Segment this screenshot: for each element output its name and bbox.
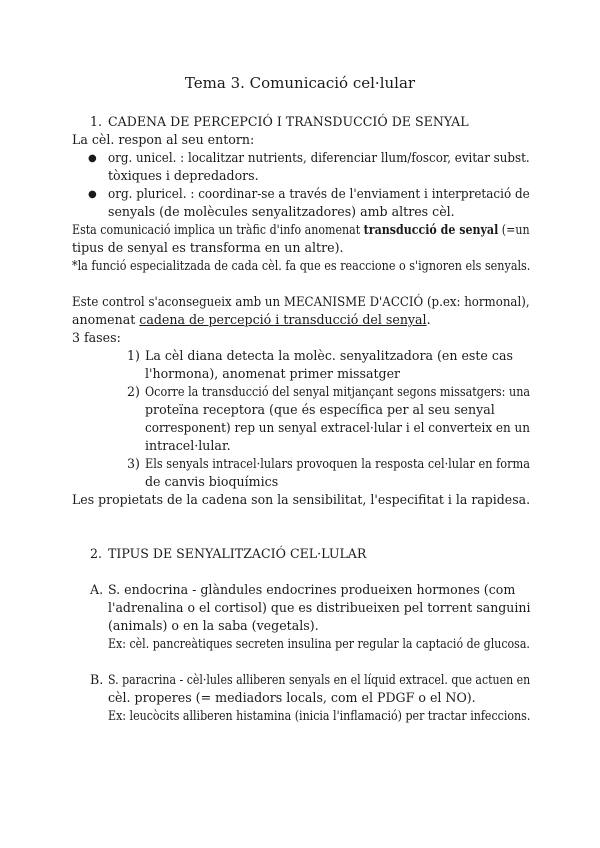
phase-1-number: 1) [127, 348, 140, 363]
section-1-number: 1. [90, 114, 103, 129]
phase-2-line-2: proteïna receptora (que és específica per al seu senyal [145, 402, 495, 417]
phase-1-line-2: l'hormona), anomenat primer missatger [145, 366, 401, 381]
phase-2-line-4: intracel·lular. [145, 438, 231, 453]
section-2-number: 2. [90, 546, 103, 561]
bullet-2-line-1: org. pluricel. : coordinar-se a través de l'enviament i interpretació de [108, 186, 530, 201]
bullet-1-line-2: tòxiques i depredadors. [108, 168, 259, 183]
underlined-term: cadena de percepció i transducció del senyal [139, 312, 427, 327]
phase-2-line-1: Ocorre la transducció del senyal mitjançant segons missatgers: una [145, 384, 531, 399]
item-a-line-4: Ex: cèl. pancreàtiques secreten insulina per regular la captació de glucosa. [108, 636, 530, 651]
comm-text-pre: Esta comunicació implica un tràfic d'info anomenat [72, 222, 364, 237]
control-text-pre: anomenat [72, 312, 140, 327]
intro-text: La cèl. respon al seu entorn: [72, 132, 255, 147]
control-paragraph-line-2 [72, 311, 431, 329]
phase-3-line-2: de canvis bioquímics [145, 474, 279, 489]
bullet-2-line-2: senyals (de molècules senyalitzadores) amb altres cèl. [108, 204, 455, 219]
page-title: Tema 3. Comunicació cel·lular [184, 74, 416, 92]
item-a-letter: A. [90, 582, 104, 597]
control-paragraph-line-1: Este control s'aconsegueix amb un MECANISME D'ACCIÓ (p.ex: hormonal), [72, 294, 530, 309]
communication-paragraph-line-2: tipus de senyal es transforma en un altre). [72, 240, 344, 255]
bullet-1-line-1: org. unicel. : localitzar nutrients, diferenciar llum/foscor, evitar subst. [108, 150, 530, 165]
item-b-letter: B. [90, 672, 104, 687]
bullet-icon: ● [88, 189, 97, 200]
item-a-line-1: S. endocrina - glàndules endocrines produeixen hormones (com [108, 582, 516, 597]
bullet-icon: ● [88, 153, 97, 164]
phase-1-line-1: La cèl diana detecta la molèc. senyalitzadora (en este cas [145, 348, 513, 363]
item-b-line-3: Ex: leucòcits alliberen histamina (inicia l'inflamació) per tractar infeccions. [108, 708, 531, 723]
item-b-line-2: cèl. properes (= mediadors locals, com el PDGF o el NO). [108, 690, 476, 705]
item-a-line-2: l'adrenalina o el cortisol) que es distribueixen pel torrent sanguini [108, 600, 531, 615]
phase-3-number: 3) [127, 456, 140, 471]
phase-2-number: 2) [127, 384, 140, 399]
section-2-heading: TIPUS DE SENYALITZACIÓ CEL·LULAR [108, 546, 367, 561]
section-1-heading: CADENA DE PERCEPCIÓ I TRANSDUCCIÓ DE SENYAL [108, 114, 469, 129]
phase-2-line-3: corresponent) rep un senyal extracel·lular i el converteix en un [145, 420, 531, 435]
control-text-post: . [426, 312, 431, 327]
item-a-line-3: (animals) o en la saba (vegetals). [108, 618, 319, 633]
properties-text: Les propietats de la cadena son la sensibilitat, l'especifitat i la rapidesa. [72, 492, 531, 507]
phases-label: 3 fases: [72, 330, 121, 345]
comm-text-bold: transducció de senyal [363, 222, 499, 237]
communication-paragraph-line-1 [72, 221, 530, 239]
note-text: *la funció especialitzada de cada cèl. fa que es reaccione o s'ignoren els senyals. [72, 258, 531, 273]
item-b-line-1: S. paracrina - cèl·lules alliberen senyals en el líquid extracel. que actuen en [108, 672, 531, 687]
comm-text-post: (=un [498, 222, 530, 237]
phase-3-line-1: Els senyals intracel·lulars provoquen la resposta cel·lular en forma [145, 456, 531, 471]
